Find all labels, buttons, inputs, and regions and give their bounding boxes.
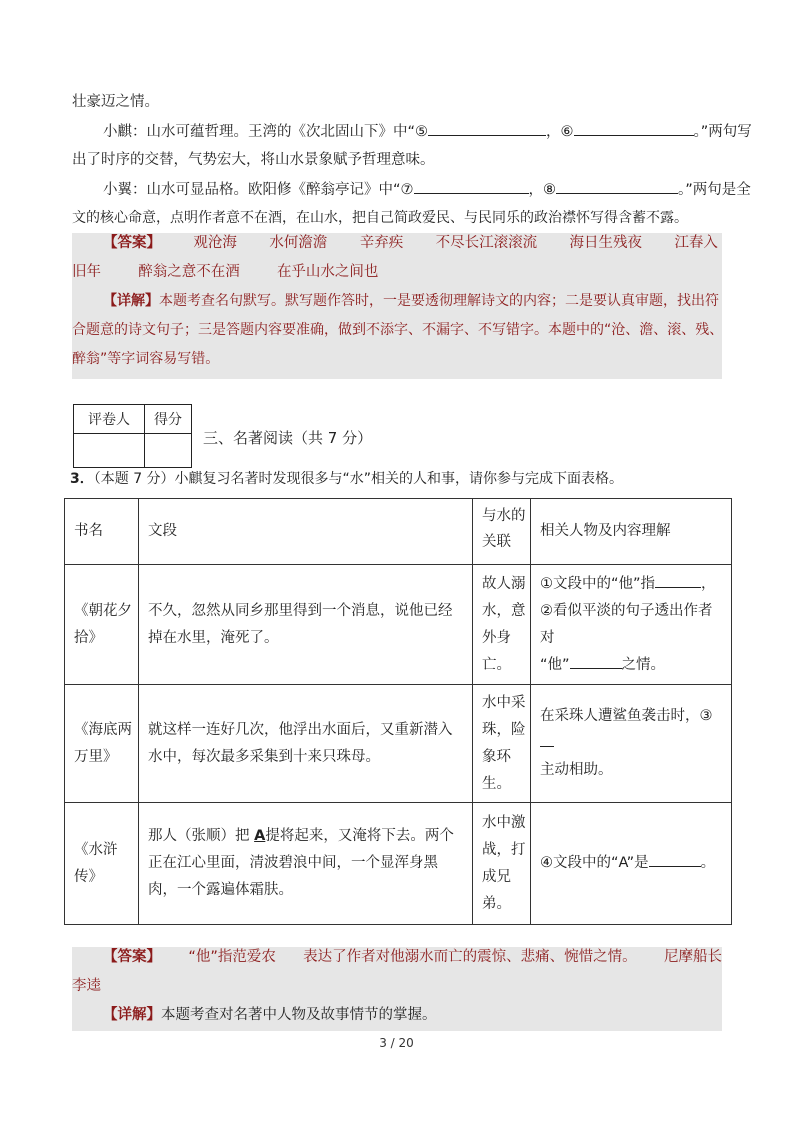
answer-1-detail-3: 醉翁”等字词容易写错。 <box>72 351 220 367</box>
understanding-cell: 在采珠人遭鲨鱼袭击时，③ 主动相助。 <box>531 685 732 803</box>
passage-line-3: 出了时序的交替，气势宏大，将山水景象赋予哲理意味。 <box>72 152 435 168</box>
passage-text: 不久，忽然从同乡那里得到一个消息，说他已经掉在水里，淹死了。 <box>139 565 473 685</box>
passage-line-1: 壮豪迈之情。 <box>72 94 159 110</box>
relation-text: 故人溺水，意外身亡。 <box>473 565 531 685</box>
relation-text: 水中采珠，险象环生。 <box>473 685 531 803</box>
answer-box-1 <box>72 233 722 379</box>
book-title: 《海底两万里》 <box>65 685 139 803</box>
header-passage: 文段 <box>139 499 473 565</box>
passage-line-4: 小翼：山水可显品格。欧阳修《醉翁亭记》中“⑦ ，⑧ 。”两句是全 <box>103 179 751 200</box>
understanding-cell: ①文段中的“他”指 ， ②看似平淡的句子透出作者对 “他” 之情。 <box>531 565 732 685</box>
blank-5[interactable] <box>428 121 546 136</box>
page-number: 3 / 20 <box>379 1036 414 1050</box>
blank-7[interactable] <box>414 179 529 194</box>
passage-text: 就这样一连好几次，他浮出水面后，又重新潜入水中，每次最多采集到十来只珠母。 <box>139 685 473 803</box>
blank-3[interactable] <box>540 732 554 747</box>
passage-line-5: 文的核心命意，点明作者意不在酒，在山水，把自己简政爱民、与民同乐的政治襟怀写得含蓄不露。 <box>72 210 688 226</box>
blank-8[interactable] <box>556 179 678 194</box>
answer-2-detail: 【详解】本题考查对名著中人物及故事情节的掌握。 <box>103 1007 437 1023</box>
passage-line-2: 小麒：山水可蕴哲理。王湾的《次北固山下》中“⑤ ，⑥ 。”两句写 <box>103 121 752 142</box>
table-row <box>65 685 732 803</box>
passage-text: 那人（张顺）把 A提将起来，又淹将下去。两个正在江心里面，清波碧浪中间，一个显浑身黑肉，一个露遍体霜肤。 <box>139 803 473 925</box>
question-3: 3．（本题 7 分）小麒复习名著时发现很多与“水”相关的人和事，请你参与完成下面表格。 <box>70 471 624 487</box>
answer-1-detail-1: 【详解】本题考查名句默写。默写题作答时，一是要透彻理解诗文的内容；二是要认真审题，找出符 <box>103 293 719 309</box>
answer-box-2 <box>72 947 722 1031</box>
header-understanding: 相关人物及内容理解 <box>531 499 732 565</box>
understanding-cell: ④文段中的“A”是 。 <box>531 803 732 925</box>
grader-cell[interactable] <box>74 434 145 468</box>
blank-4[interactable] <box>649 852 701 867</box>
blank-6[interactable] <box>574 121 694 136</box>
blank-1[interactable] <box>655 573 701 588</box>
passage-blank-a: A <box>254 828 266 844</box>
table-row <box>65 565 732 685</box>
book-title: 《朝花夕拾》 <box>65 565 139 685</box>
answer-2-line-2: 李逵 <box>72 978 101 994</box>
relation-text: 水中激战，打成兄弟。 <box>473 803 531 925</box>
answer-2-line-1: 【答案】 “他”指范爱农 表达了作者对他溺水而亡的震惊、悲痛、惋惜之情。 尼摩船长 <box>103 949 722 965</box>
answer-1-line-1: 【答案】 观沧海 水何澹澹 辛弃疾 不尽长江滚滚流 海日生残夜 江春入 <box>103 235 718 251</box>
section-title: 三、名著阅读（共 7 分） <box>203 429 373 447</box>
famous-works-table <box>64 498 732 925</box>
score-table <box>73 404 192 468</box>
score-label: 得分 <box>145 405 192 434</box>
score-cell[interactable] <box>145 434 192 468</box>
answer-1-line-2: 旧年 醉翁之意不在酒 在乎山水之间也 <box>72 264 379 280</box>
header-relation: 与水的关联 <box>473 499 531 565</box>
table-row <box>65 803 732 925</box>
book-title: 《水浒传》 <box>65 803 139 925</box>
header-book: 书名 <box>65 499 139 565</box>
grader-label: 评卷人 <box>74 405 145 434</box>
blank-2[interactable] <box>570 654 622 669</box>
answer-1-detail-2: 合题意的诗文句子；三是答题内容要准确，做到不添字、不漏字、不写错字。本题中的“沧、澹、滚、残、 <box>72 322 724 338</box>
